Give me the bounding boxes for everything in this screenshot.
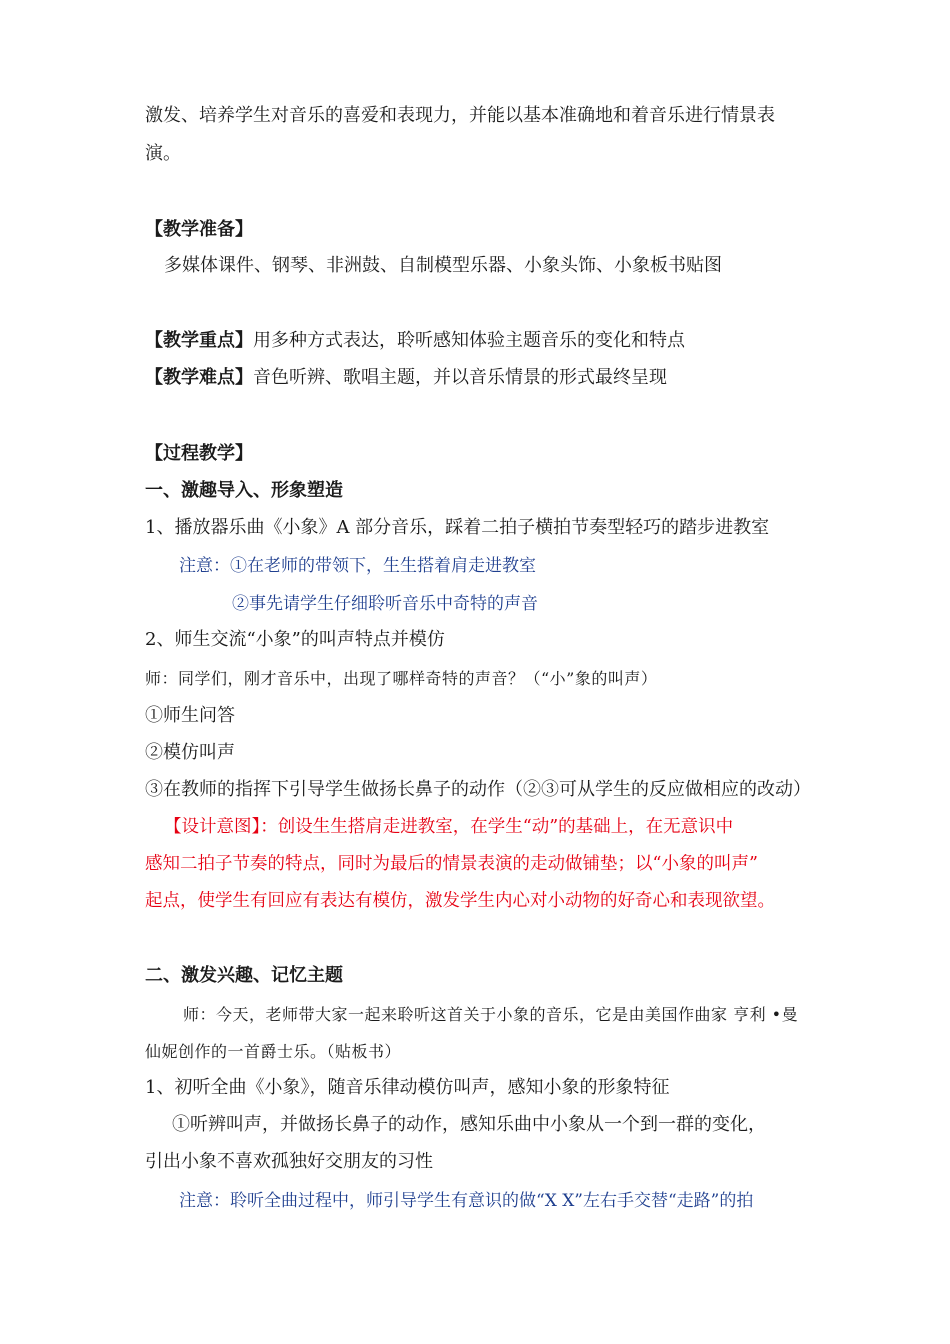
section2-teacher-line-2: 仙妮创作的一首爵士乐。（贴板书） xyxy=(145,1042,402,1061)
section1-item3: ③在教师的指挥下引导学生做扬长鼻子的动作（②③可从学生的反应做相应的改动） xyxy=(145,779,811,800)
section1-title: 一、激趣导入、形象塑造 xyxy=(145,480,343,501)
key-point xyxy=(145,329,685,353)
difficulty-label: 【教学难点】 xyxy=(145,367,253,388)
design-intent-line-2: 感知二拍子节奏的特点，同时为最后的情景表演的走动做铺垫；以“小象的叫声” xyxy=(145,854,758,874)
section2-sub-line-1: ①听辨叫声，并做扬长鼻子的动作，感知乐曲中小象从一个到一群的变化， xyxy=(172,1114,766,1135)
section2-sub-line-2: 引出小象不喜欢孤独好交朋友的习性 xyxy=(145,1151,433,1172)
prep-heading: 【教学准备】 xyxy=(145,219,253,240)
section2-teacher-line-1: 师：今天，老师带大家一起来聆听这首关于小象的音乐，它是由美国作曲家 亨利 •曼 xyxy=(183,1005,799,1024)
section2-step1: 1、初听全曲《小象》，随音乐律动模仿叫声，感知小象的形象特征 xyxy=(145,1077,670,1098)
intro-line-2: 演。 xyxy=(145,143,181,164)
key-point-text: 用多种方式表达，聆听感知体验主题音乐的变化和特点 xyxy=(253,330,685,351)
section1-note1: 注意：①在老师的带领下，生生搭着肩走进教室 xyxy=(179,556,536,576)
difficulty-text: 音色听辨、歌唱主题，并以音乐情景的形式最终呈现 xyxy=(253,367,667,388)
section2-title: 二、激发兴趣、记忆主题 xyxy=(145,965,343,986)
prep-text: 多媒体课件、钢琴、非洲鼓、自制模型乐器、小象头饰、小象板书贴图 xyxy=(164,255,722,276)
key-point-label: 【教学重点】 xyxy=(145,330,253,351)
design-intent-line-3: 起点，使学生有回应有表达有模仿，激发学生内心对小动物的好奇心和表现欲望。 xyxy=(145,891,775,911)
process-heading: 【过程教学】 xyxy=(145,443,253,464)
section1-item1: ①师生问答 xyxy=(145,705,235,726)
section1-teacher: 师：同学们，刚才音乐中，出现了哪样奇特的声音？（“小”象的叫声） xyxy=(145,669,658,688)
section2-note: 注意：聆听全曲过程中，师引导学生有意识的做“X X”左右手交替“走路”的拍 xyxy=(179,1191,754,1211)
difficulty-point xyxy=(145,366,667,390)
section1-item2: ②模仿叫声 xyxy=(145,742,235,763)
intro-line-1: 激发、培养学生对音乐的喜爱和表现力，并能以基本准确地和着音乐进行情景表 xyxy=(145,105,775,126)
section1-note2: ②事先请学生仔细聆听音乐中奇特的声音 xyxy=(232,594,538,614)
design-intent-line-1: 【设计意图】：创设生生搭肩走进教室，在学生“动”的基础上，在无意识中 xyxy=(164,817,734,837)
section1-step1: 1、播放器乐曲《小象》A 部分音乐，踩着二拍子横拍节奏型轻巧的踏步进教室 xyxy=(145,517,770,538)
section1-step2: 2、师生交流“小象”的叫声特点并模仿 xyxy=(145,629,445,650)
